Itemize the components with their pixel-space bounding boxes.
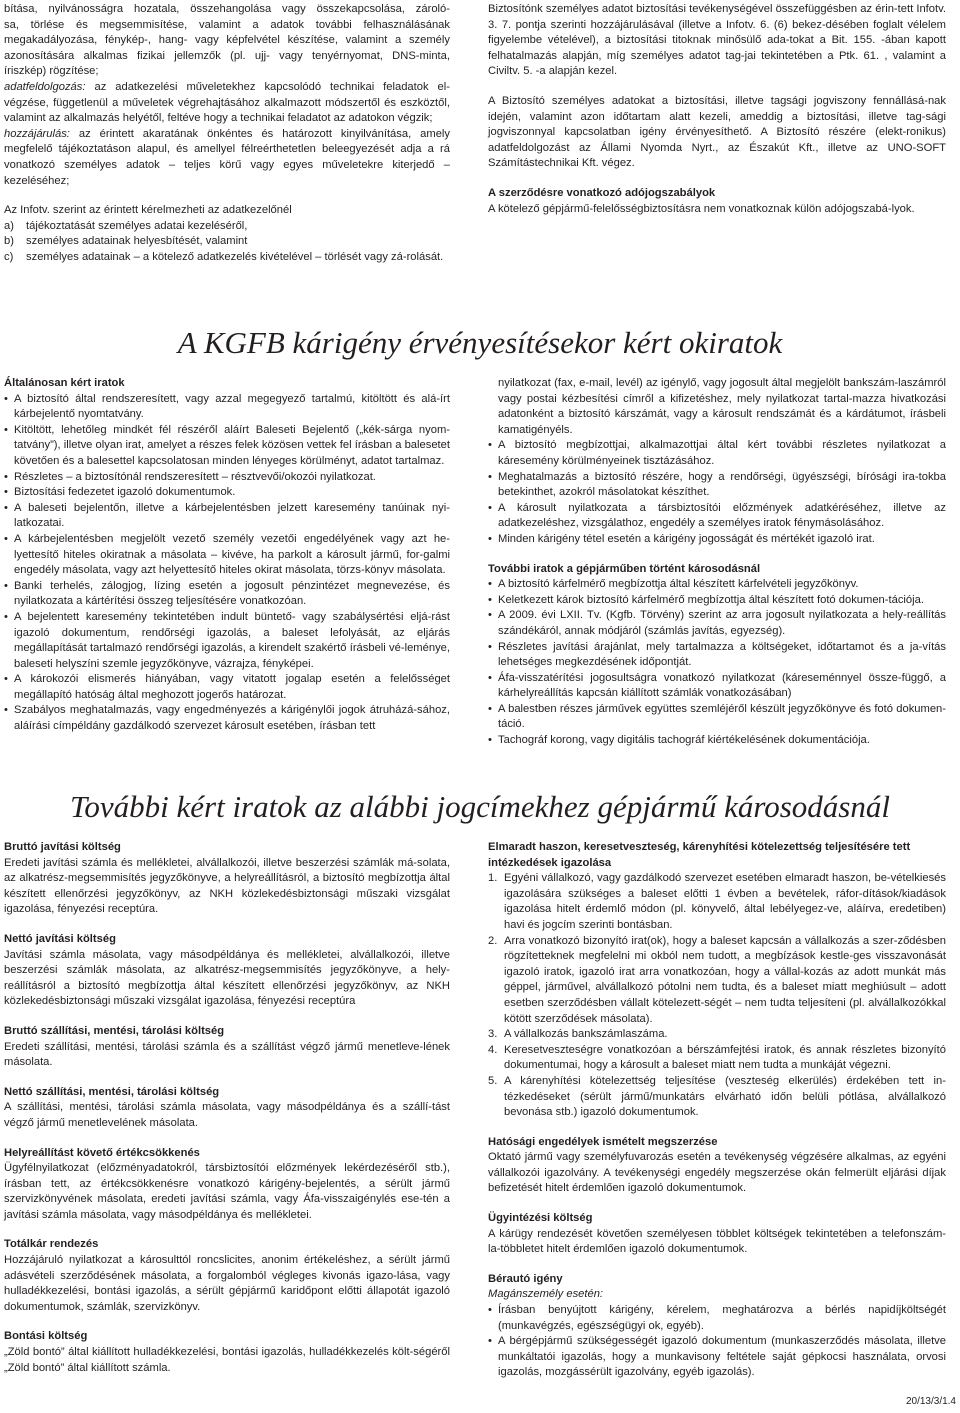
loss-of-profit-column [488, 840, 946, 1381]
section-heading-further-documents: További kért iratok az alábbi jogcímekhez gépjármű károsodásnál [69, 789, 890, 824]
general-documents-list [4, 392, 450, 735]
cost-section-title: Totálkár rendezés [4, 1238, 99, 1251]
cost-section-text: Eredeti javítási számla és mellékletei, alvállalkozói, illetve beszerzési számlák má-solata, az alkatrész-megsemmisítés jegyzőkönyve, a helyreállításról, a biztosító megbízottja által készített ellenőrzési jegyzőkönyv, az NKH közlekedésbiztonsági műszaki vizsgálat igazolása, fényezési receptúra. [4, 856, 450, 916]
definition-term: hozzájárulás: [4, 127, 70, 140]
list-item-continuation: nyilatkozat (fax, e-mail, levél) az igénylő, vagy jogosult által megjelölt bankszám-laszámról vagy postai kézbesítési címről a kifizetéshez, mely nyilatkozat tartal-mazza hivatkozási adatonként a biztosító kárszámát, vagy a károsult rendszámát és a kárdátumot, írásbeli kamatigényéls. [498, 377, 946, 436]
cost-section-title: Bontási költség [4, 1330, 88, 1343]
page-footer-code: 20/13/3/1.4 [905, 1396, 956, 1408]
data-retention-paragraph: A Biztosító személyes adatokat a biztosítási, illetve tagsági jogviszony fennállásá-nak idején, valamint azon időtartam alatt kezeli, ameddig a biztosítási, illetve tag-sági jogviszonnyal kapcsolatban igény érvényesíthető. A Biztosító részére (elekt-ronikus) adatfeldolgozást az Állami Nyomda Nyrt., az Északút Kft., illetve az UNO-SOFT Számítástechnikai Kft. végez. [488, 94, 946, 170]
item-text: személyes adatainak helyesbítését, valamint [26, 235, 248, 248]
cost-section [4, 840, 450, 918]
rental-car-title: Bérautó igény [488, 1272, 563, 1285]
permits-text: Oktató jármű vagy személyfuvarozás esetén a tevékenység végzésére alkalmas, az egyéni vállalkozói igazolvány. A tevékenységi engedély megszerzése okán felmerült eljárási díjak befizetését hitelt érdemlően igazoló dokumentumok. [488, 1151, 946, 1195]
list-item: • Részletes javítási árajánlat, mely tartalmazza a költségeket, időtartamot és a ja-vítás lehetséges megkezdésének időpontját. [488, 640, 946, 671]
numbered-item [488, 1043, 946, 1074]
definition-term: adatfeldolgozás: [4, 80, 86, 93]
list-item: • Kitöltött, lehetőleg mindkét fél részéről aláírt Baleseti Bejelentő („kék-sárga nyom-tatvány”), illetve olyan irat, amelyet a részes felek közösen vettek fel írásban a balesetet követően és a balesettel kapcsolatosan minden lényeges körülményt, adatot tartalmaz. [4, 423, 450, 470]
item-text: tájékoztatását személyes adatai kezeléséről, [26, 219, 248, 232]
list-item: • A kárbejelentésben megjelölt vezető személy vezetői engedélyének vagy azt he-lyettesítő hiteles okiratnak a másolata – kivéve, ha parkolt a károsult jármű, for-galmi engedély másolata, vagy azt helyettesítő hiteles okirat másolata, törzs-könyv másolata. [4, 532, 450, 579]
rental-car-subtitle: Magánszemély esetén: [488, 1288, 604, 1301]
list-item: • Írásban benyújtott kárigény, kérelem, meghatározva a bérlés napidíjköltségét (munkavégzés, egészségügyi ok, egyéb). [488, 1303, 946, 1334]
list-item: • Részletes – a biztosítónál rendszeresített – résztvevői/okozói nyilatkozat. [4, 470, 450, 486]
list-item: • A 2009. évi LXII. Tv. (Kgfb. Törvény) szerint az arra jogosult nyilatkozata a hely-reállítás szándékáról, annak módjáról (számlás javítás, egyezség). [488, 608, 946, 639]
item-marker: c) [4, 250, 14, 263]
cost-section-title: Bruttó javítási költség [4, 841, 121, 853]
list-item: • A bejelentett karesemény tekintetében indult büntető- vagy szabálysértési eljá-rást igazoló dokumentum, rendőrségi igazolás, a baleset lefolyását, az eljárás megállapítását tartalmazó rendőrségi igazolás, a kirendelt szakértő írásbeli vé-leménye, baleseti helyszíni szemle jegyzőkönyve, vázrajza, fényképei. [4, 610, 450, 672]
list-item: • A biztosító által rendszeresített, vagy azzal megegyező tartalmú, kitöltött és alá-írt kárbejelentő nyomtatvány. [4, 392, 450, 423]
cost-section-text: „Zöld bontó” által kiállított hulladékkezelési, bontási igazolás, hulladékkezelés költ-ségéről „Zöld bontó” által kiállított számla. [4, 1346, 450, 1374]
rights-item [4, 234, 450, 250]
processing-definition-tail [4, 2, 450, 64]
cost-section-text: A szállítási, mentési, tárolási számla másolata, vagy másodpéldánya és a szállí-tást végző jármű menetlevelének másolata. [4, 1101, 450, 1129]
cost-section-text: Ügyfélnyilatkozat (előzményadatokról, társbiztosítói előzmények lekérdezéséről stb.), írásban tett, az értékcsökkenésre vonatkozó kárigény-bejelentés, a sérült jármű szervizkönyvének másolata, eredeti javítási számla, vagy Áfa-visszaigénylés ese-tén a javítási számla másolata, vagy másodpéldánya és mellékletei. [4, 1162, 450, 1221]
item-number: 3. [488, 1028, 498, 1041]
text-line: bítása, nyilvánosságra hozatala, összehangolása vagy összekapcsolása, zároló- [4, 3, 450, 15]
cost-section [4, 1237, 450, 1315]
list-item: • A baleseti bejelentőn, illetve a kárbejelentésben jelzett karesemény tanúinak nyi-latkozatai. [4, 501, 450, 532]
rental-car-list [488, 1303, 946, 1381]
item-number: 1. [488, 872, 498, 885]
loss-of-profit-list [488, 871, 946, 1121]
list-item: • Áfa-visszatérítési jogosultságra vonatkozó nyilatkozat (káreseménnyel össze-függő, a kárhelyreállítás kapcsán kiállított számlák vonatkozásában) [488, 671, 946, 702]
definition-text: az érintett akaratának önkéntes és határozott kinyilvánítása, amely megfelelő tájékoztatáson alapul, és amellyel félreérthetetlen beleegyezését adja a rá vonatkozó személyes adatok – teljes körű vagy egyes műveletekre kiterjedő – kezeléséhez; [4, 127, 450, 187]
list-item: • A károkozói elismerés hiányában, vagy vitatott jogalap esetén a felelősséget megállapító hatóság által meghozott jogerős határozat. [4, 672, 450, 703]
section-heading-kgfb-documents: A KGFB kárigény érvényesítésekor kért okiratok [177, 325, 783, 360]
list-item: • Tachográf korong, vagy digitális tachográf kiértékelésének dokumentációja. [488, 733, 946, 749]
text-line: sa, törlése és megsemmisítése, valamint a adatok további felhasználásának [4, 18, 450, 31]
list-item: • A bérgépjármű szükségességét igazoló dokumentum (munkaszerződés másolata, illetve munkáltatói igazolás, hogy a munkavisony feltétele saját gépkocsi használata, orvosi igazolás, mozgássérült igazolvány, egyéb igazolás). [488, 1334, 946, 1381]
tax-rules-title: A szerződésre vonatkozó adójogszabályok [488, 186, 716, 199]
list-item: • Banki terhelés, zálogjog, lízing esetén a jogosult pénzintézet megnevezése, és nyilatkozata a kártérítési összeg teljesítésére vonatkozóan. [4, 579, 450, 610]
rights-item [4, 219, 450, 235]
text-line: megakadályozása, fénykép-, hang- vagy képfelvétel készítése, valamint a személy [4, 34, 450, 47]
rights-item [4, 250, 450, 266]
top-left-column [4, 2, 450, 266]
general-documents-list-continued [488, 438, 946, 547]
definition-text: az adatkezelési műveletekhez kapcsolódó technikai feladatok el-végzése, függetlenül a műveletek végrehajtásához alkalmazott módszertől és eszköztől, valamint az alkalmazás helyétől, feltéve hogy a technikai feladatot az adatokon végzik; [4, 80, 450, 125]
definition-consent [4, 127, 450, 189]
cost-section [4, 1146, 450, 1224]
list-item: • Minden kárigény tétel esetén a kárigény jogosságát és mértékét igazoló irat. [488, 532, 946, 548]
cost-section-text: Javítási számla másolata, vagy másodpéldánya és mellékletei, alvállalkozói, illetve beszerzési számlák másolata, az alkatrész-megsemmisítés jegyzőkönyve, a hely-reállításról a biztosító megbízottja által készített ellenőrzési jegyzőkönyv, az NKH közlekedésbiztonsági műszaki vizsgálat igazolása, fényezési receptúra [4, 948, 450, 1008]
cost-section-title: Bruttó szállítási, mentési, tárolási költség [4, 1024, 225, 1037]
item-number: 4. [488, 1043, 498, 1056]
top-right-column [488, 2, 946, 217]
numbered-item [488, 934, 946, 1028]
tax-rules-text: A kötelező gépjármű-felelősségbiztosításra nem vonatkoznak külön adójogszabá-lyok. [488, 202, 915, 215]
cost-section [4, 1085, 450, 1132]
item-text: személyes adatainak – a kötelező adatkezelés kivételével – törlését vagy zá-rolását. [26, 250, 444, 263]
item-marker: b) [4, 235, 14, 248]
item-text: Egyéni vállalkozó, vagy gazdálkodó szervezet esetében elmaradt haszon, be-vételkiesés igazolására szükséges a baleset előtti 1 évben a bevételek, ráfor-dítások/kiadások igazolása hitelt érdemlő módon (pl. könyvelő, által lebélyegez-ve, aláírva, eredetiben) havi és jogcím szerinti bontásban. [504, 872, 946, 931]
numbered-item [488, 1027, 946, 1043]
vehicle-damage-documents-title: További iratok a gépjárműben történt károsodásnál [488, 562, 761, 575]
cost-section-text: Eredeti szállítási, mentési, tárolási számla és a szállítást végző jármű menetleve-lének másolata. [4, 1040, 450, 1069]
item-text: Keresetveszteségre vonatkozóan a bérszámfejtési iratok, és annak részletes bizonyító dokumentumai, hogy a károsult a baleset miatt nem tudta a munkáját végezni. [504, 1043, 946, 1072]
cost-section [4, 932, 450, 1010]
item-marker: a) [4, 219, 14, 232]
item-text: Arra vonatkozó bizonyító irat(ok), hogy a baleset kapcsán a vállalkozás a szer-ződésben rögzítetteknek megfelelni mi okból nem tudott, a megbízások kestle-ges visszavonását igazoló iratok, igazoló irat arra vonatkozóan, hogy a vállal-kozás az adott munkát más géppel, járművel, alvállalkozó pótolni nem tudta, és a baleset miatt meghiúsult – adott esetben szerződésben vállalt kötelezett-ségét – nem tudta teljesíteni (pl. alvállalkozókkal kötött szerződések másolata). [504, 934, 946, 1025]
processing-definition-end: íriszkép) rögzítése; [4, 65, 99, 78]
list-item: • Meghatalmazás a biztosító részére, hogy a rendőrségi, ügyészségi, bírósági ira-tokba betekinthet, azokról másolatokat készíthet. [488, 470, 946, 501]
list-item: • A károsult nyilatkozata a társbiztosítói előzmények adatkéréséhez, illetve az adatkezeléshez, vizsgálathoz, engedély a személyes iratok fénymásolásához. [488, 501, 946, 532]
general-documents-column [4, 376, 450, 735]
item-number: 2. [488, 934, 498, 947]
definition-data-processing [4, 80, 450, 127]
cost-section-title: Nettó szállítási, mentési, tárolási költség [4, 1085, 220, 1098]
numbered-item [488, 871, 946, 933]
cost-section-text: Hozzájáruló nyilatkozat a károsulttól roncslicites, anonim értékeléshez, a sérült jármű adásvételi szerződésének másolata, a forgalomból végleges kivonás igazo-lása, vagy hulladékkezelési, bontási igazolás, a sérült gépjármű karidőpont előtti állapotát igazoló dokumentumok, számlák, szervizkönyv. [4, 1254, 450, 1313]
cost-section-title: Helyreállítást követő értékcsökkenés [4, 1146, 200, 1159]
list-item: • A biztosító kárfelmérő megbízottja által készített kárfelvételi jegyzőkönyv. [488, 577, 946, 593]
list-item: • Biztosítási fedezetet igazoló dokumentumok. [4, 485, 450, 501]
general-documents-title: Általánosan kért iratok [4, 377, 125, 389]
list-item: • Keletkezett károk biztosító kárfelmérő megbízottja által készített fotó dokumen-tációja. [488, 593, 946, 609]
item-text: A vállalkozás bankszámlaszáma. [504, 1028, 668, 1041]
text-line: azonosítására alkalmas fizikai jellemzők (pl. ujj- vagy tenyérnyomat, DNS-minta, [4, 49, 450, 62]
cost-section [4, 1329, 450, 1376]
list-item: • Szabályos meghatalmazás, vagy engedményezés a kárigénylői jogok átruházá-sához, aláírási címpéldány gazdálkodó szervezet károsult esetében, írásban tett [4, 703, 450, 734]
general-documents-continued-column [488, 376, 946, 749]
item-text: A kárenyhítési kötelezettség teljesítése (veszteség elkerülés) érdekében tett in-tézkedéseket (sérült jármű/munkatárs elvárható időn belüli pótlása, alvállalkozó bevonása stb.) igazoló dokumentumok. [504, 1074, 946, 1119]
permits-title: Hatósági engedélyek ismételt megszerzése [488, 1135, 718, 1148]
cost-section [4, 1024, 450, 1071]
admin-cost-text: A kárügy rendezését követően személyesen többlet költségek tekintetében a telefonszám-la-többletet hitelt érdemlően igazoló dokumentumok. [488, 1227, 946, 1256]
legal-basis-paragraph: Biztosítónk személyes adatot biztosítási tevékenységével összefüggésben az érin-tett Infotv. 3. 7. pontja szerinti hozzájárulásával (illetve a Infotv. 6. (6) bekez-désében foglalt vélelem figyelembe vételével), a biztosítási titoknak minősülő ada-tokat a Bit. 155. -ában kapott felhatalmazás alapján, míg személyes adatot tag-jai tekintetében a Ptk. 61. , valamint a Civiltv. 5. -a alapján kezel. [488, 3, 946, 78]
numbered-item [488, 1074, 946, 1121]
loss-of-profit-title: Elmaradt haszon, keresetveszteség, kárenyhítési kötelezettség teljesítésére tett intézkedések igazolása [488, 841, 911, 869]
cost-section-title: Nettó javítási költség [4, 932, 116, 945]
list-item: • A biztosító megbízottjai, alkalmazottjai által kért további részletes nyilatkozat a káresemény körülményeinek tisztázásához. [488, 438, 946, 469]
admin-cost-title: Ügyintézési költség [488, 1212, 593, 1225]
list-item: • A balestben részes járművek együttes szemléjéről készült jegyzőkönyve és fotó dokumen-táció. [488, 702, 946, 733]
cost-categories-column [4, 840, 450, 1376]
rights-intro: Az Infotv. szerint az érintett kérelmezheti az adatkezelőnél [4, 204, 292, 217]
item-number: 5. [488, 1074, 498, 1087]
vehicle-damage-documents-list [488, 577, 946, 749]
